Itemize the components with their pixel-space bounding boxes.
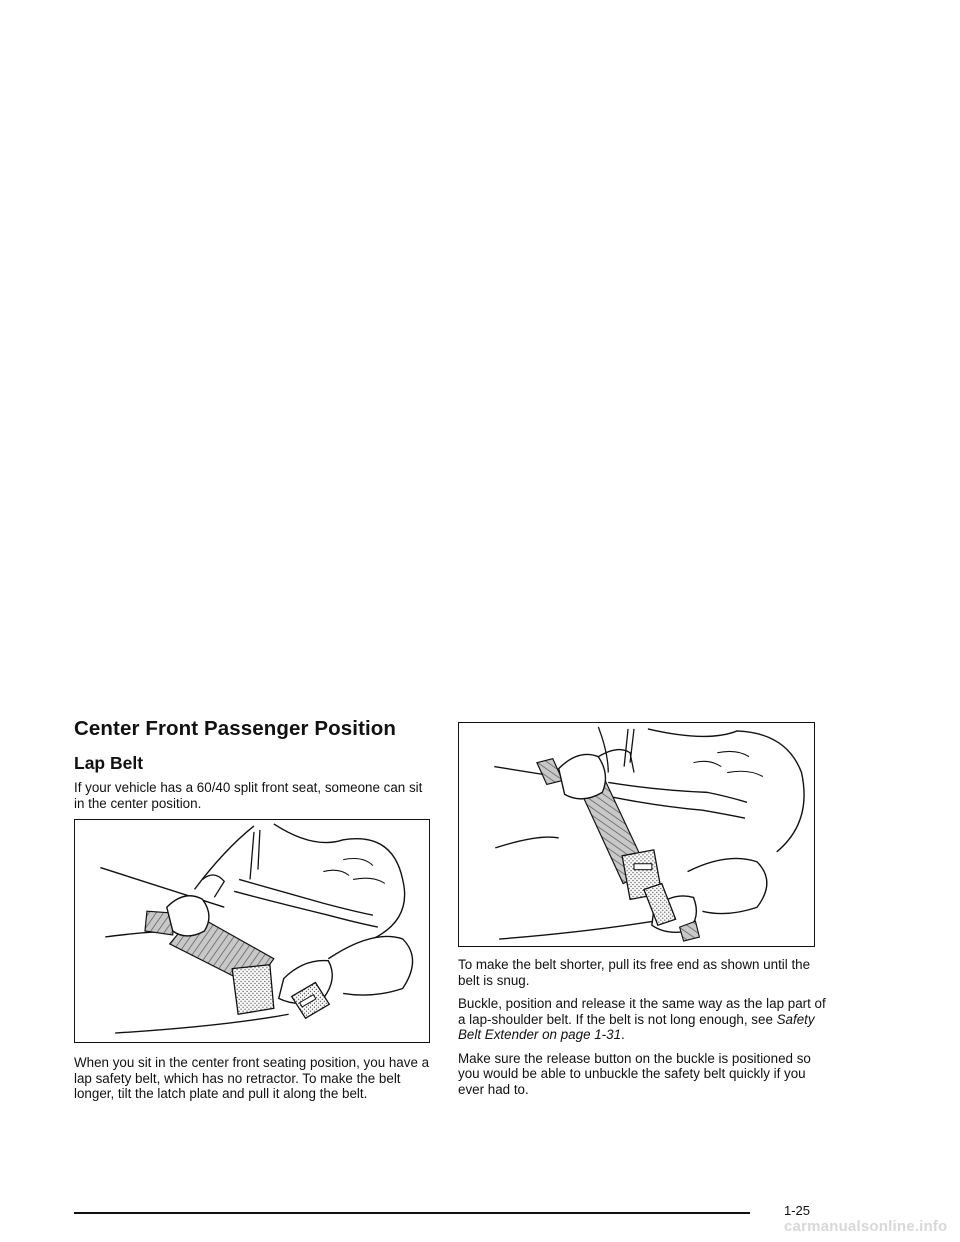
buckle-text: Buckle, position and release it the same way as the lap part of a lap-shoulder belt. If the belt is not long enough, see: [458, 996, 826, 1027]
buckle-paragraph: [458, 996, 828, 1043]
lengthen-paragraph: When you sit in the center front seating position, you have a lap safety belt, which has no retractor. To make the belt longer, tilt the latch plate and pull it along the belt.: [74, 1055, 430, 1101]
lap-belt-shorten-drawing: [459, 723, 814, 946]
section-title: Center Front Passenger Position: [74, 717, 397, 740]
extender-page-reference[interactable]: Safety Belt Extender on page 1-31: [458, 1011, 815, 1042]
intro-paragraph: If your vehicle has a 60/40 split front seat, someone can sit in the center position.: [74, 780, 423, 811]
release-paragraph: Make sure the release button on the buckle is positioned so you would be able to unbuckle the safety belt quickly if you ever had to.: [458, 1050, 811, 1097]
subsection-title: Lap Belt: [74, 753, 144, 773]
footer-rule: [74, 1212, 750, 1214]
buckle-text-end: .: [621, 1027, 625, 1042]
lap-belt-shorten-illustration: [458, 722, 815, 947]
right-column: [458, 722, 828, 1105]
left-column: [74, 716, 436, 1110]
page-number: 1-25: [784, 1203, 811, 1218]
watermark: carmanualsonline.info: [784, 1218, 948, 1235]
lap-belt-lengthen-illustration: [74, 819, 430, 1043]
shorten-paragraph: To make the belt shorter, pull its free end as shown until the belt is snug.: [458, 957, 811, 988]
lap-belt-lengthen-drawing: [75, 820, 429, 1042]
